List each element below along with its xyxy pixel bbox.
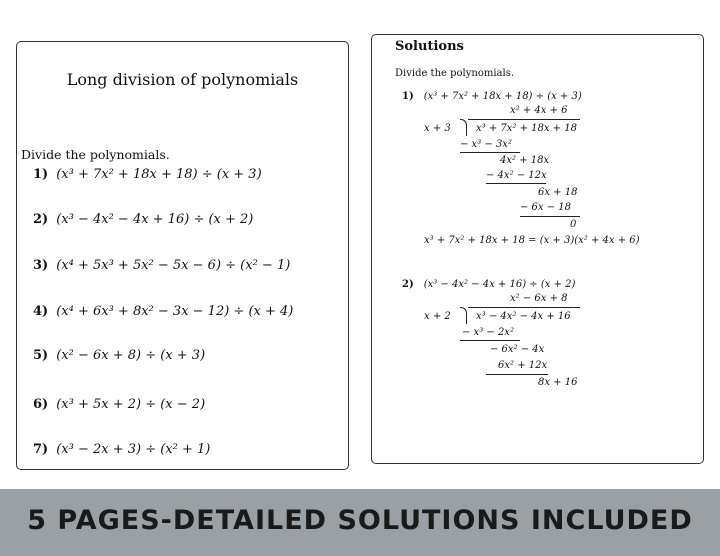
- step-line: 0: [570, 219, 577, 230]
- solution-expression: (x³ + 7x² + 18x + 18) ÷ (x + 3): [423, 91, 582, 102]
- problem-expression: (x³ − 4x² − 4x + 16) ÷ (x + 2): [56, 212, 254, 227]
- solution-problem: [402, 279, 575, 290]
- solution-result: x³ + 7x² + 18x + 18 = (x + 3)(x² + 4x + 6): [424, 235, 640, 246]
- problem-item: [33, 442, 210, 457]
- problem-item: [33, 304, 293, 319]
- step-line: 6x² + 12x: [498, 360, 548, 371]
- problem-expression: (x⁴ + 5x³ + 5x² − 5x − 6) ÷ (x² − 1): [56, 258, 291, 273]
- problem-number: 1): [33, 167, 49, 182]
- problem-item: [33, 258, 290, 273]
- step-line: 6x + 18: [538, 187, 578, 198]
- solution-number: 1): [402, 91, 414, 102]
- solution-expression: (x³ − 4x² − 4x + 16) ÷ (x + 2): [423, 279, 576, 290]
- step-line: − x³ − 3x²: [460, 139, 512, 150]
- problem-number: 4): [33, 304, 49, 319]
- division-bracket: [460, 119, 467, 136]
- problem-number: 3): [33, 258, 49, 273]
- step-rule: [486, 183, 546, 184]
- divisor: x + 2: [424, 311, 451, 322]
- step-line: 4x² + 18x: [500, 155, 550, 166]
- problem-expression: (x³ + 5x + 2) ÷ (x − 2): [56, 397, 206, 412]
- banner-text: 5 PAGES-DETAILED SOLUTIONS INCLUDED: [27, 505, 693, 536]
- problem-expression: (x³ − 2x + 3) ÷ (x² + 1): [56, 442, 211, 457]
- step-line: − 6x² − 4x: [490, 344, 545, 355]
- problem-expression: (x³ + 7x² + 18x + 18) ÷ (x + 3): [56, 167, 262, 182]
- dividend: x³ − 4x² − 4x + 16: [476, 311, 571, 322]
- quotient: x² − 6x + 8: [510, 293, 568, 304]
- step-rule: [520, 216, 580, 217]
- step-line: − 6x − 18: [520, 202, 572, 213]
- worksheet-instruction: Divide the polynomials.: [21, 147, 170, 162]
- step-rule: [460, 340, 520, 341]
- problem-number: 2): [33, 212, 49, 227]
- solutions-page: [371, 34, 704, 464]
- step-line: 8x + 16: [538, 377, 578, 388]
- solutions-instruction: Divide the polynomials.: [395, 68, 514, 79]
- problem-number: 7): [33, 442, 49, 457]
- division-bar: [468, 307, 580, 308]
- step-line: − x³ − 2x²: [462, 327, 514, 338]
- problem-expression: (x⁴ + 6x³ + 8x² − 3x − 12) ÷ (x + 4): [56, 304, 294, 319]
- dividend: x³ + 7x² + 18x + 18: [476, 123, 577, 134]
- worksheet-page: [16, 41, 349, 470]
- worksheet-title: Long division of polynomials: [66, 70, 299, 89]
- division-bar: [468, 119, 580, 120]
- problem-expression: (x² − 6x + 8) ÷ (x + 3): [56, 348, 206, 363]
- problem-item: [33, 212, 253, 227]
- problem-number: 5): [33, 348, 49, 363]
- promo-banner: [0, 489, 720, 556]
- problem-number: 6): [33, 397, 49, 412]
- step-rule: [460, 152, 520, 153]
- step-rule: [486, 374, 548, 375]
- division-bracket: [460, 307, 467, 324]
- solution-number: 2): [402, 279, 414, 290]
- solutions-title: Solutions: [395, 39, 464, 54]
- problem-item: [33, 348, 205, 363]
- problem-item: [33, 167, 262, 182]
- step-line: − 4x² − 12x: [486, 170, 547, 181]
- problem-item: [33, 397, 205, 412]
- solution-problem: [402, 91, 582, 102]
- divisor: x + 3: [424, 123, 451, 134]
- quotient: x² + 4x + 6: [510, 105, 568, 116]
